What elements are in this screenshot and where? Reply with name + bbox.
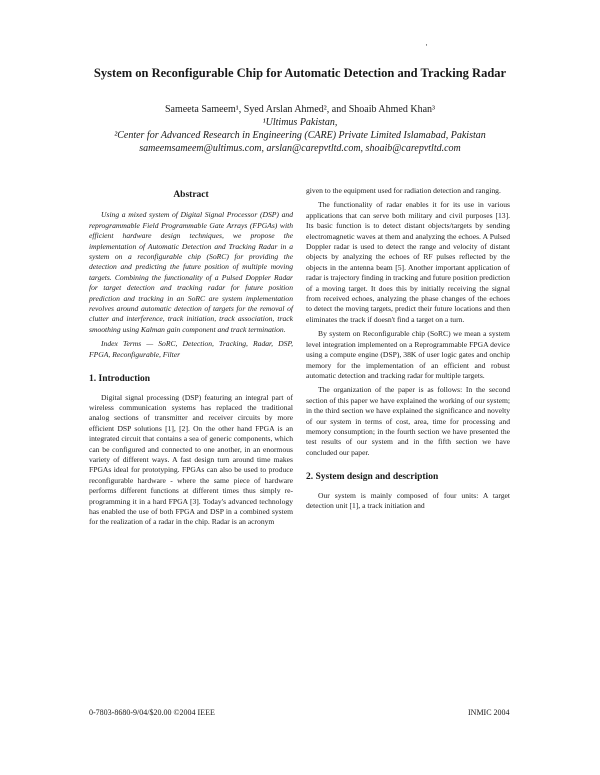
- right-paragraph-2: By system on Reconfigurable chip (SoRC) we mean a system level integration implemented on a Reprogrammable FPGA device using a compute engine (DSP), 38K of user logic gates and onchip memory for the implementation of an efficient and robust automatic detection and tracking radar for multiple targets.: [306, 329, 510, 380]
- right-column: [306, 186, 510, 515]
- author-block: [70, 103, 530, 155]
- right-paragraph-4: Our system is mainly composed of four units: A target detection unit [1], a track initiation and: [306, 490, 510, 510]
- section-2-heading: 2. System design and description: [306, 472, 439, 483]
- footer-copyright: 0-7803-8680-9/04/$20.00 ©2004 IEEE: [89, 708, 215, 717]
- right-paragraph-0: given to the equipment used for radiation detection and ranging.: [306, 186, 501, 195]
- paper-title: System on Reconfigurable Chip for Automatic Detection and Tracking Radar: [93, 66, 507, 80]
- affiliation-2: ²Center for Advanced Research in Engineering (CARE) Private Limited Islamabad, Pakistan: [114, 130, 486, 141]
- section-1-heading: 1. Introduction: [89, 374, 151, 385]
- author-emails: sameemsameem@ultimus.com, arslan@carepvtltd.com, shoaib@carepvtltd.com: [139, 143, 461, 154]
- right-paragraph-1: The functionality of radar enables it for its use in various applications that can serve both military and civil purposes [13]. Its basic function is to detect distant objects/targets by sending electromagnetic waves at them and analyzing the echoes. A Pulsed Doppler radar is used to detect the range and velocity of distant objects by analyzing the echoes of RF pulses reflected by the objects in the antenna beam [5]. Another important application of radar is trajectory finding in tracking and future position prediction of a moving target. It does this by initially receiving the signal from received echoes, analyzing the phase changes of the echoes to detect the moving targets, predict their future locations and then eliminates the track if doesn't find a target on a turn.: [306, 200, 510, 324]
- index-terms: [89, 339, 293, 360]
- page-mark: ·: [425, 40, 428, 50]
- footer-conference: INMIC 2004: [468, 708, 510, 717]
- left-column: [89, 190, 293, 532]
- index-terms-list: — SoRC, Detection, Tracking, Radar, DSP, FPGA, Reconfigurable, Filter: [89, 339, 294, 359]
- author-names: Sameeta Sameem¹, Syed Arslan Ahmed², and Shoaib Ahmed Khan³: [164, 104, 436, 115]
- affiliation-1: ¹Ultimus Pakistan,: [262, 117, 338, 128]
- abstract-text: Using a mixed system of Digital Signal Processor (DSP) and reprogrammable Field Programmable Gate Arrays (FPGAs) with efficient hardware design techniques, we propose the implementation of Automatic Detection and Tracking Radar in a system on a reconfigurable chip (SoRC) for providing the detection and predicting the future position of multiple moving targets. Combining the functionality of a Pulsed Doppler Radar for target detection and tracking radar for future position prediction and tracking in an SoRC are system implementation revolves around automatic detection of targets for the removal of clutter and interference, track initiation, track association, track smoothing using Kalman gain component and track termination.: [89, 210, 293, 334]
- right-paragraph-3: The organization of the paper is as follows: In the second section of this paper we have explained the working of our system; in the third section we have explained the significance and novelty of our system in terms of cost, area, time for processing and memory consumption; in the fourth section we have presented the test results of our system and in the fifth section we have concluded our paper.: [306, 385, 510, 457]
- index-terms-label: Index Terms: [101, 339, 142, 349]
- abstract-heading: Abstract: [173, 190, 209, 200]
- section-1-paragraph: Digital signal processing (DSP) featuring an integral part of wireless communication systems has replaced the traditional analog sections of transmitter and receiver circuits by more efficient DSP solutions [1], [2]. On the other hand FPGA is an integrated circuit that contains a sea of generic components, which can be configured and connected to one another, in an enormous variety of different ways. A fast design turn around time makes FPGAs ideal for prototyping. FPGAs can also be used to produce reconfigurable hardware - where the same piece of hardware performs different functions at different times thus simply re-programming it in a hard FPGA [3]. Today's advanced technology has enabled the use of both FPGA and DSP in a combined system for the realization of a radar in the chip. Radar is an acronym: [89, 392, 293, 527]
